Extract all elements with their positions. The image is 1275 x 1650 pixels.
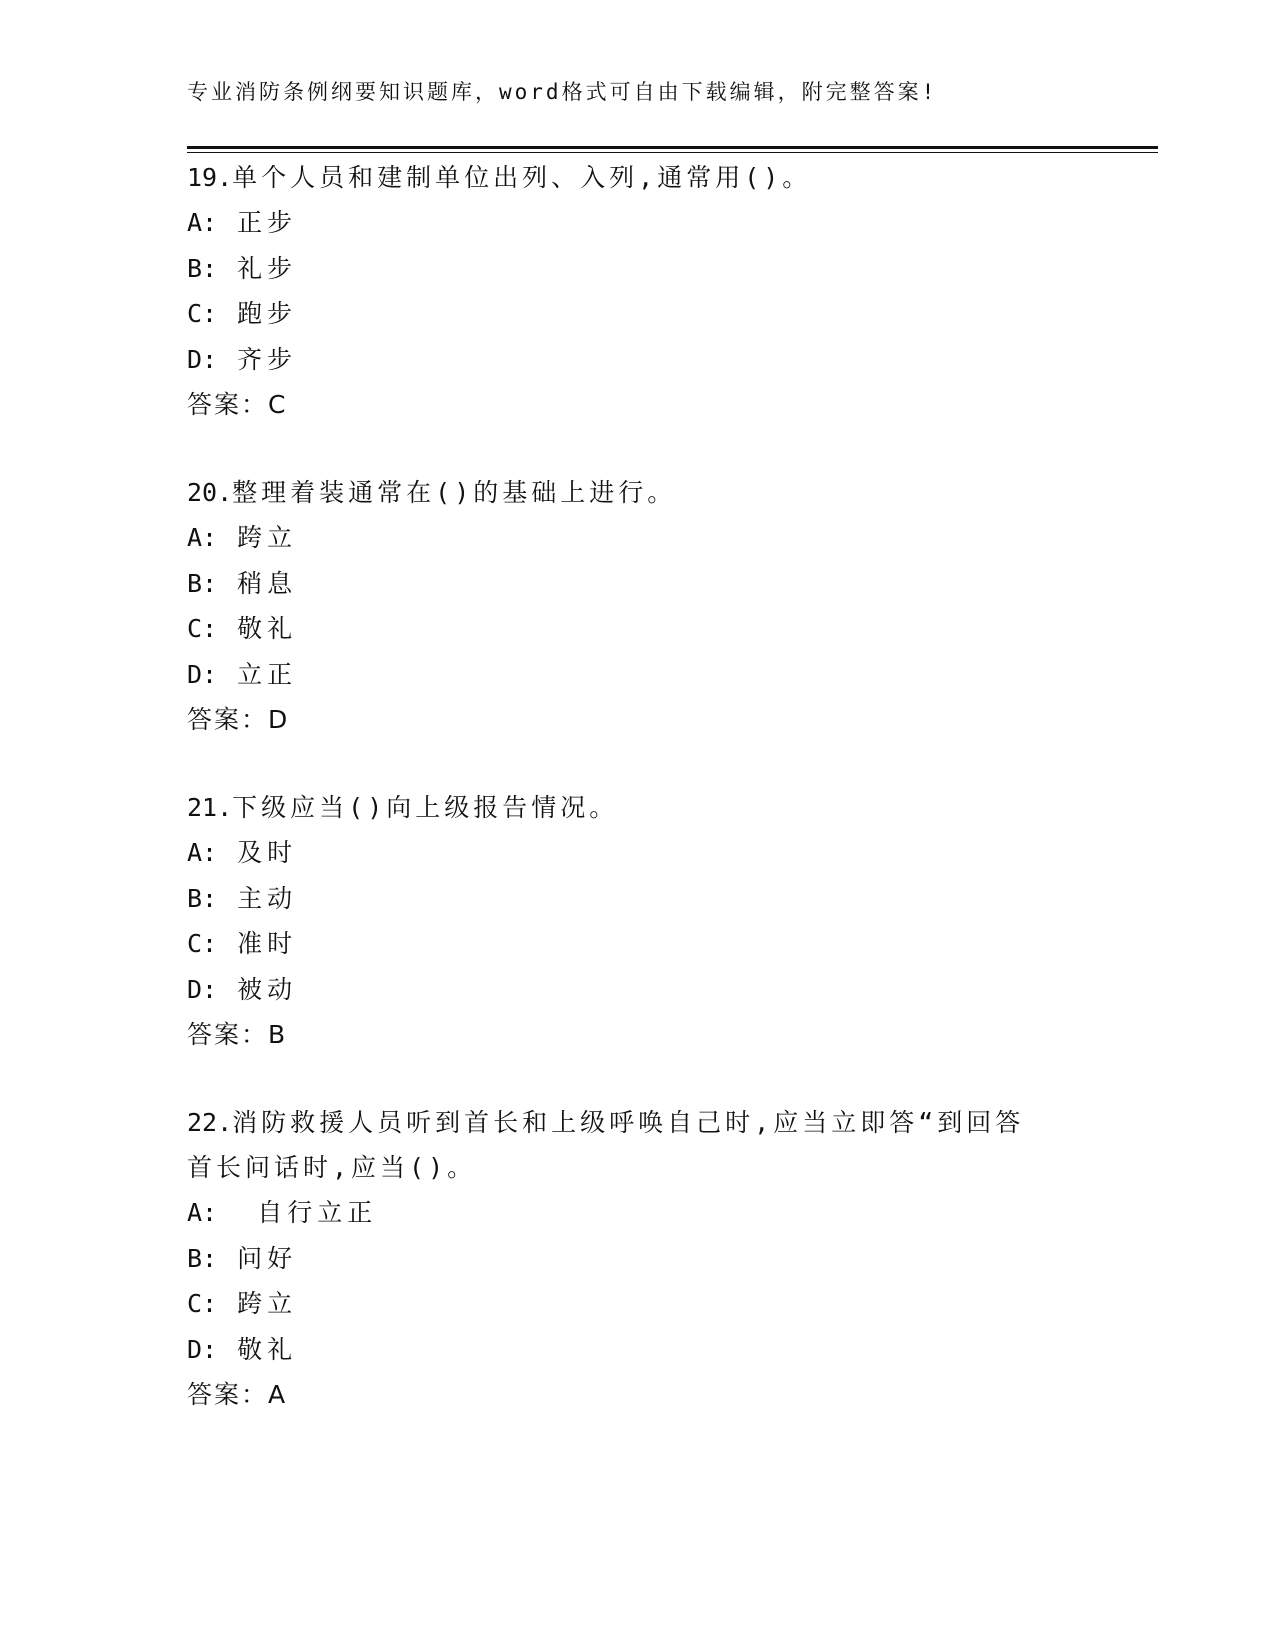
document-header: 专业消防条例纲要知识题库，word格式可自由下载编辑，附完整答案! bbox=[187, 80, 938, 104]
option-d bbox=[187, 337, 1087, 383]
question-number: 22. bbox=[187, 1108, 233, 1137]
answer-line bbox=[187, 382, 1087, 428]
option-key: D: bbox=[187, 1334, 218, 1364]
option-a bbox=[187, 515, 1087, 561]
question-19 bbox=[187, 153, 1087, 428]
option-b bbox=[187, 561, 1087, 607]
option-key: C: bbox=[187, 614, 218, 643]
option-b bbox=[187, 876, 1087, 922]
option-key: A: bbox=[187, 208, 218, 237]
option-text: 自行立正 bbox=[237, 1198, 378, 1227]
option-text: 主动 bbox=[237, 883, 298, 913]
question-number: 19. bbox=[187, 163, 233, 192]
option-text: 问好 bbox=[237, 1243, 298, 1273]
question-22 bbox=[187, 1098, 1047, 1418]
question-text bbox=[187, 468, 1087, 515]
option-key: A: bbox=[187, 1198, 218, 1227]
option-key: B: bbox=[187, 253, 218, 283]
question-text bbox=[187, 1098, 1047, 1190]
option-c bbox=[187, 1281, 1047, 1327]
option-c bbox=[187, 291, 1087, 337]
option-d bbox=[187, 1327, 1047, 1373]
question-text bbox=[187, 153, 1087, 200]
option-text: 及时 bbox=[237, 838, 298, 867]
answer-value: B bbox=[268, 1020, 288, 1049]
question-stem: 整理着装通常在()的基础上进行。 bbox=[232, 478, 677, 507]
answer-value: A bbox=[268, 1380, 288, 1409]
option-key: B: bbox=[187, 883, 218, 913]
option-a bbox=[187, 200, 1087, 246]
question-stem: 下级应当()向上级报告情况。 bbox=[232, 793, 619, 822]
option-key: C: bbox=[187, 1289, 218, 1318]
question-number: 20. bbox=[187, 478, 233, 507]
question-number: 21. bbox=[187, 793, 233, 822]
option-text: 正步 bbox=[237, 208, 298, 237]
question-20 bbox=[187, 468, 1087, 743]
answer-label: 答案： bbox=[187, 1380, 269, 1409]
option-b bbox=[187, 1236, 1047, 1282]
option-text: 敬礼 bbox=[237, 614, 298, 643]
option-text: 跨立 bbox=[237, 1289, 298, 1318]
option-key: A: bbox=[187, 523, 218, 552]
option-text: 稍息 bbox=[237, 568, 298, 598]
option-text: 齐步 bbox=[237, 344, 298, 374]
option-text: 准时 bbox=[237, 929, 298, 958]
option-key: C: bbox=[187, 299, 218, 328]
question-stem: 单个人员和建制单位出列、入列,通常用()。 bbox=[232, 163, 812, 192]
question-stem: 消防救援人员听到首长和上级呼唤自己时,应当立即答“到回答首长问话时,应当()。 bbox=[187, 1108, 1025, 1182]
option-d bbox=[187, 967, 1087, 1013]
answer-value: C bbox=[268, 390, 288, 419]
answer-line bbox=[187, 697, 1087, 743]
option-key: C: bbox=[187, 929, 218, 958]
option-d bbox=[187, 652, 1087, 698]
option-a bbox=[187, 830, 1087, 876]
option-a bbox=[187, 1190, 1047, 1236]
answer-line bbox=[187, 1012, 1087, 1058]
option-key: D: bbox=[187, 659, 218, 689]
option-b bbox=[187, 246, 1087, 292]
question-21 bbox=[187, 783, 1087, 1058]
option-key: A: bbox=[187, 838, 218, 867]
option-key: B: bbox=[187, 1243, 218, 1273]
option-key: D: bbox=[187, 974, 218, 1004]
answer-label: 答案： bbox=[187, 390, 269, 419]
question-text bbox=[187, 783, 1087, 830]
header-rule-thick bbox=[187, 146, 1158, 149]
option-key: B: bbox=[187, 568, 218, 598]
option-c bbox=[187, 921, 1087, 967]
answer-label: 答案： bbox=[187, 705, 269, 734]
answer-line bbox=[187, 1372, 1047, 1418]
option-text: 被动 bbox=[237, 974, 298, 1004]
option-key: D: bbox=[187, 344, 218, 374]
option-text: 立正 bbox=[237, 659, 298, 689]
answer-value: D bbox=[268, 705, 290, 734]
option-text: 跑步 bbox=[237, 299, 298, 328]
option-c bbox=[187, 606, 1087, 652]
option-text: 礼步 bbox=[237, 253, 298, 283]
option-text: 跨立 bbox=[237, 523, 298, 552]
answer-label: 答案： bbox=[187, 1020, 269, 1049]
option-text: 敬礼 bbox=[237, 1334, 298, 1364]
